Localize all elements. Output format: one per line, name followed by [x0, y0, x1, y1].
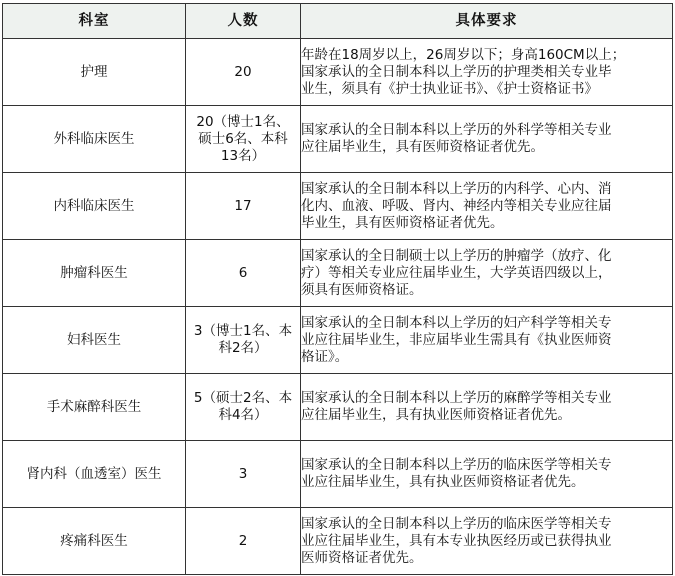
count-cell: [186, 173, 301, 240]
count-cell: [186, 106, 301, 173]
count-line: 硕士6名、本科: [198, 130, 288, 147]
requirements-line: 国家承认的全日制本科以上学历的临床医学等相关专: [301, 457, 612, 473]
count-cell: [186, 508, 301, 575]
table-row: [3, 441, 673, 508]
department-cell: 外科临床医生: [3, 106, 186, 173]
requirements-cell: [301, 374, 673, 441]
count-line: 17: [234, 197, 252, 214]
requirements-line: 业应往届毕业生，非应届毕业生需具有《执业医师资: [301, 331, 612, 348]
count-cell: [186, 240, 301, 307]
requirements-line: 业生，须具有《护士执业证书》、《护士资格证书》: [301, 80, 598, 97]
count-line: 科4名）: [218, 407, 268, 423]
table-row: [3, 39, 673, 106]
department-cell: 肾内科（血透室）医生: [3, 441, 186, 508]
requirements-line: 应往届毕业生，具有医师资格证者优先。: [301, 139, 544, 155]
count-line: 2: [238, 532, 248, 549]
requirements-line: 业应往届毕业生，具有执业医师资格证者优先。: [301, 474, 585, 490]
count-line: 5（硕士2名、本: [193, 390, 293, 406]
count-cell: [186, 307, 301, 374]
requirements-line: 毕业生，具有医师资格证者优先。: [301, 214, 504, 231]
count-line: 科2名）: [218, 340, 268, 356]
recruitment-table: [2, 3, 673, 575]
table-header-row: [3, 4, 673, 39]
department-cell: 护理: [3, 39, 186, 106]
requirements-line: 国家承认的全日制硕士以上学历的肿瘤学（放疗、化: [301, 247, 612, 264]
department-cell: 妇科医生: [3, 307, 186, 374]
requirements-line: 国家承认的全日制本科以上学历的妇产科学等相关专: [301, 314, 612, 331]
count-line: 13名）: [220, 147, 266, 164]
table-row: [3, 240, 673, 307]
table-row: [3, 173, 673, 240]
department-cell: 手术麻醉科医生: [3, 374, 186, 441]
count-line: 20（博士1名、: [196, 113, 290, 130]
header-count: 人数: [186, 4, 301, 39]
requirements-cell: [301, 307, 673, 374]
count-line: 3（博士1名、本: [193, 323, 293, 339]
requirements-cell: [301, 441, 673, 508]
requirements-cell: [301, 39, 673, 106]
requirements-line: 年龄在18周岁以上，26周岁以下；身高160CM以上；: [301, 46, 626, 63]
count-line: 6: [238, 264, 248, 281]
count-line: 20: [234, 63, 252, 80]
table-row: [3, 106, 673, 173]
header-requirements: 具体要求: [301, 4, 673, 39]
requirements-line: 国家承认的全日制本科以上学历的麻醉学等相关专业: [301, 390, 612, 406]
requirements-cell: [301, 508, 673, 575]
requirements-cell: [301, 173, 673, 240]
count-line: 3: [238, 465, 248, 482]
table-row: [3, 307, 673, 374]
requirements-line: 国家承认的全日制本科以上学历的内科学、心内、消: [301, 180, 612, 197]
requirements-line: 应往届毕业生，具有执业医师资格证者优先。: [301, 407, 571, 423]
header-department: 科室: [3, 4, 186, 39]
requirements-line: 格证》。: [301, 348, 349, 365]
requirements-line: 国家承认的全日制本科以上学历的外科学等相关专业: [301, 122, 612, 138]
requirements-cell: [301, 240, 673, 307]
count-cell: [186, 441, 301, 508]
table-row: [3, 508, 673, 575]
requirements-line: 须具有医师资格证。: [301, 281, 423, 298]
department-cell: 内科临床医生: [3, 173, 186, 240]
department-cell: 肿瘤科医生: [3, 240, 186, 307]
requirements-cell: [301, 106, 673, 173]
count-cell: [186, 374, 301, 441]
count-cell: [186, 39, 301, 106]
requirements-line: 化内、血液、呼吸、肾内、神经内等相关专业应往届: [301, 197, 612, 214]
requirements-line: 国家承认的全日制本科以上学历的护理类相关专业毕: [301, 63, 612, 80]
requirements-line: 业应往届毕业生，具有本专业执医经历或已获得执业: [301, 532, 612, 549]
requirements-line: 医师资格证者优先。: [301, 549, 423, 566]
requirements-line: 国家承认的全日制本科以上学历的临床医学等相关专: [301, 515, 612, 532]
department-cell: 疼痛科医生: [3, 508, 186, 575]
requirements-line: 疗）等相关专业应往届毕业生，大学英语四级以上，: [301, 264, 612, 281]
table-row: [3, 374, 673, 441]
